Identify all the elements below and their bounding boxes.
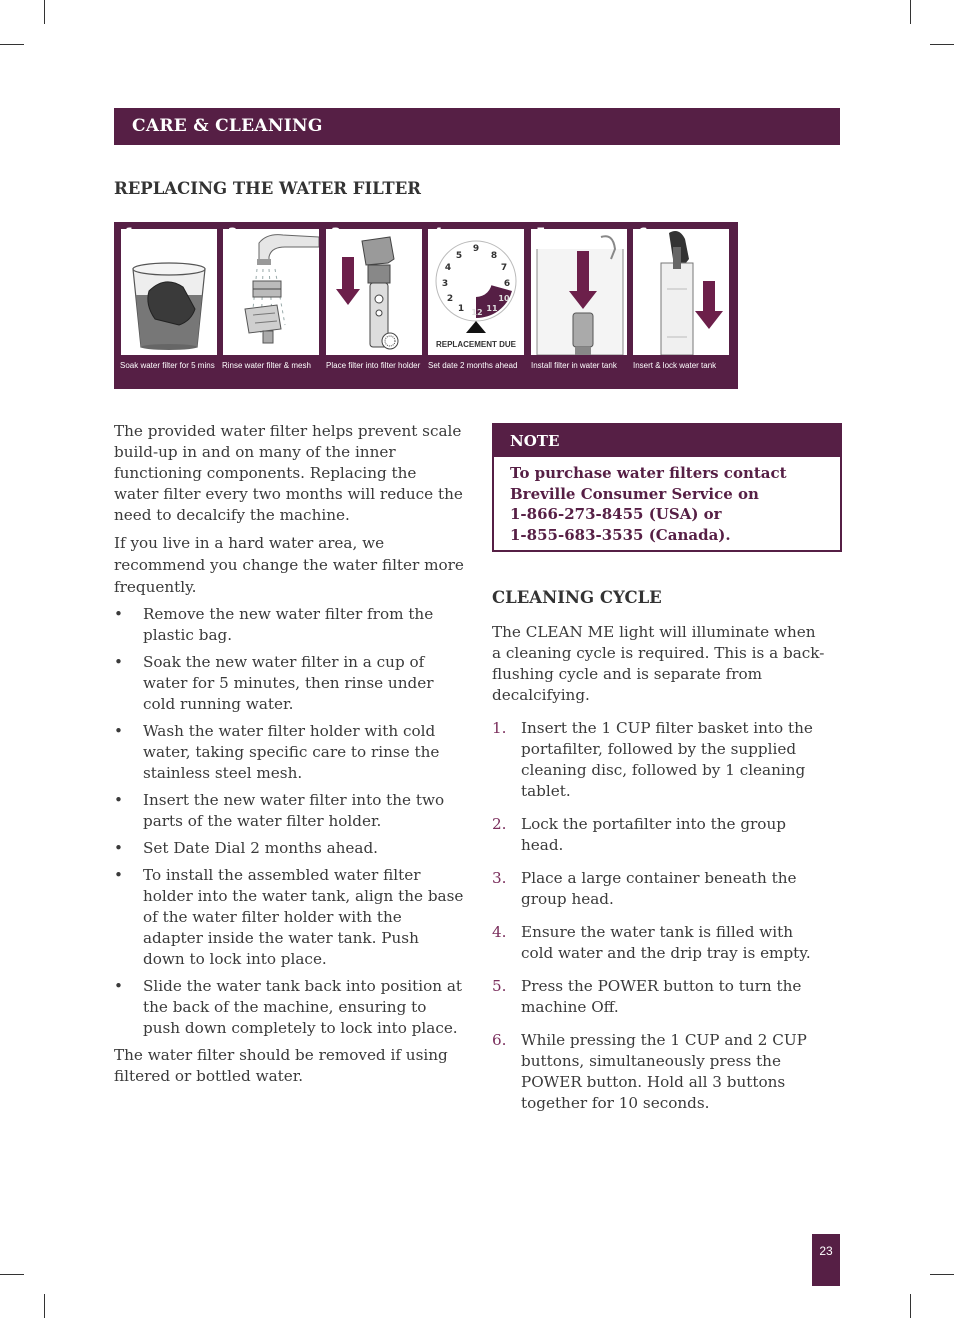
bullet-mark: • [114,977,123,995]
crop-mark [930,1274,954,1275]
water-filter-heading: REPLACING THE WATER FILTER [114,179,421,198]
note-box [492,423,842,552]
crop-mark [0,1274,24,1275]
list-item-text: Insert the new water filter into the two parts of the water filter holder. [143,791,445,830]
note-line: 1-866-273-8455 (USA) or [510,505,722,524]
step-1-illustration [121,229,217,355]
dial-number: 12 [471,308,483,317]
step-3-illustration [326,229,422,355]
dial-number: 9 [472,244,480,254]
dial-number: 6 [503,279,511,289]
step-mark: 5. [492,977,507,995]
intro-paragraph: The CLEAN ME light will illuminate when a cleaning cycle is required. This is a back-flushing cycle and is separate from decalcifying. [492,623,825,704]
list-item [114,604,464,646]
water-filter-body [114,421,464,1093]
dial-number: 1 [457,304,465,314]
list-item [114,865,464,970]
list-item [492,868,827,910]
crop-mark [910,0,911,24]
list-item [492,814,827,856]
step-caption: Rinse water filter & mesh [222,361,311,370]
lock-water-tank-icon [633,229,729,355]
crop-mark [0,44,24,45]
list-item-text: Place a large container beneath the group head. [521,869,797,908]
outro-paragraph: The water filter should be removed if using filtered or bottled water. [114,1046,448,1085]
note-line: 1-855-683-3535 (Canada). [510,526,731,545]
list-item-text: Slide the water tank back into position at the back of the machine, ensuring to push down completely to lock into place. [143,977,462,1037]
note-header [494,425,840,457]
step-caption: Insert & lock water tank [633,361,717,370]
crop-mark [910,1294,911,1318]
bullet-mark: • [114,791,123,809]
crop-mark [44,0,45,24]
step-mark: 2. [492,815,507,833]
note-heading: NOTE [510,432,560,450]
dial-number: 3 [441,279,449,289]
replacement-due-label: REPLACEMENT DUE [435,340,517,349]
list-item [114,652,464,715]
note-line: Breville Consumer Service on [510,484,759,503]
list-item [114,790,464,832]
list-item [492,976,827,1018]
intro-paragraph: The provided water filter helps prevent scale build-up in and on many of the inner functioning components. Replacing the water filter every two months will reduce the need to decalcify the machine. [114,422,463,524]
dial-number: 10 [498,294,510,303]
cleaning-steps-list [492,718,827,1114]
bullet-mark: • [114,722,123,740]
list-item-text: Set Date Dial 2 months ahead. [143,839,378,857]
cleaning-cycle-body [492,622,827,1126]
list-item-text: Soak the new water filter in a cup of water for 5 minutes, then rinse under cold running water. [143,653,434,713]
list-item-text: Remove the new water filter from the plastic bag. [143,605,434,644]
filter-into-holder-icon [326,229,422,355]
step-caption: Install filter in water tank [531,361,617,370]
list-item [114,976,464,1039]
step-caption: Set date 2 months ahead [428,361,518,370]
filter-bullet-list [114,604,464,1039]
page-number-tab [812,1234,840,1286]
step-caption: Place filter into filter holder [326,361,421,370]
filter-soak-cup-icon [121,229,217,355]
date-dial-icon [428,229,524,355]
list-item [114,721,464,784]
step-6-illustration [633,229,729,355]
page-number: 23 [819,1244,833,1258]
filter-steps-strip [114,222,738,389]
rinse-filter-tap-icon [223,229,319,355]
list-item-text: Lock the portafilter into the group head. [521,815,786,854]
list-item-text: Wash the water filter holder with cold water, taking specific care to rinse the stainless steel mesh. [143,722,440,782]
dial-number: 2 [446,294,454,304]
intro-paragraph: If you live in a hard water area, we recommend you change the water filter more frequently. [114,534,464,596]
crop-mark [44,1294,45,1318]
step-mark: 4. [492,923,507,941]
step-2-illustration [223,229,319,355]
dial-number: 5 [455,251,463,261]
section-title: CARE & CLEANING [132,116,323,136]
step-mark: 6. [492,1031,507,1049]
bullet-mark: • [114,839,123,857]
cleaning-cycle-heading: CLEANING CYCLE [492,588,662,607]
step-4-date-dial [428,229,524,355]
bullet-mark: • [114,866,123,884]
list-item [492,922,827,964]
list-item-text: To install the assembled water filter holder into the water tank, align the base of the water filter holder with the adapter inside the water tank. Push down to lock into place. [143,866,464,968]
list-item [114,838,464,859]
step-5-illustration [531,229,627,355]
list-item-text: Press the POWER button to turn the machine Off. [521,977,802,1016]
step-caption: Soak water filter for 5 mins [120,361,215,370]
list-item-text: Insert the 1 CUP filter basket into the portafilter, followed by the supplied cleaning disc, followed by 1 cleaning tablet. [521,719,813,800]
dial-number: 8 [490,251,498,261]
list-item [492,718,827,802]
dial-number: 4 [444,263,452,273]
bullet-mark: • [114,605,123,623]
note-body [510,463,830,546]
install-filter-tank-icon [531,229,627,355]
note-line: To purchase water filters contact [510,464,787,482]
bullet-mark: • [114,653,123,671]
dial-number: 7 [500,263,508,273]
section-banner [114,108,840,145]
step-mark: 3. [492,869,507,887]
crop-mark [930,44,954,45]
list-item [492,1030,827,1114]
dial-pointer-icon [466,321,486,333]
list-item-text: Ensure the water tank is filled with cold water and the drip tray is empty. [521,923,811,962]
step-mark: 1. [492,719,507,737]
dial-number: 11 [486,304,498,313]
list-item-text: While pressing the 1 CUP and 2 CUP buttons, simultaneously press the POWER button. Hold all 3 buttons together for 10 seconds. [521,1031,807,1112]
